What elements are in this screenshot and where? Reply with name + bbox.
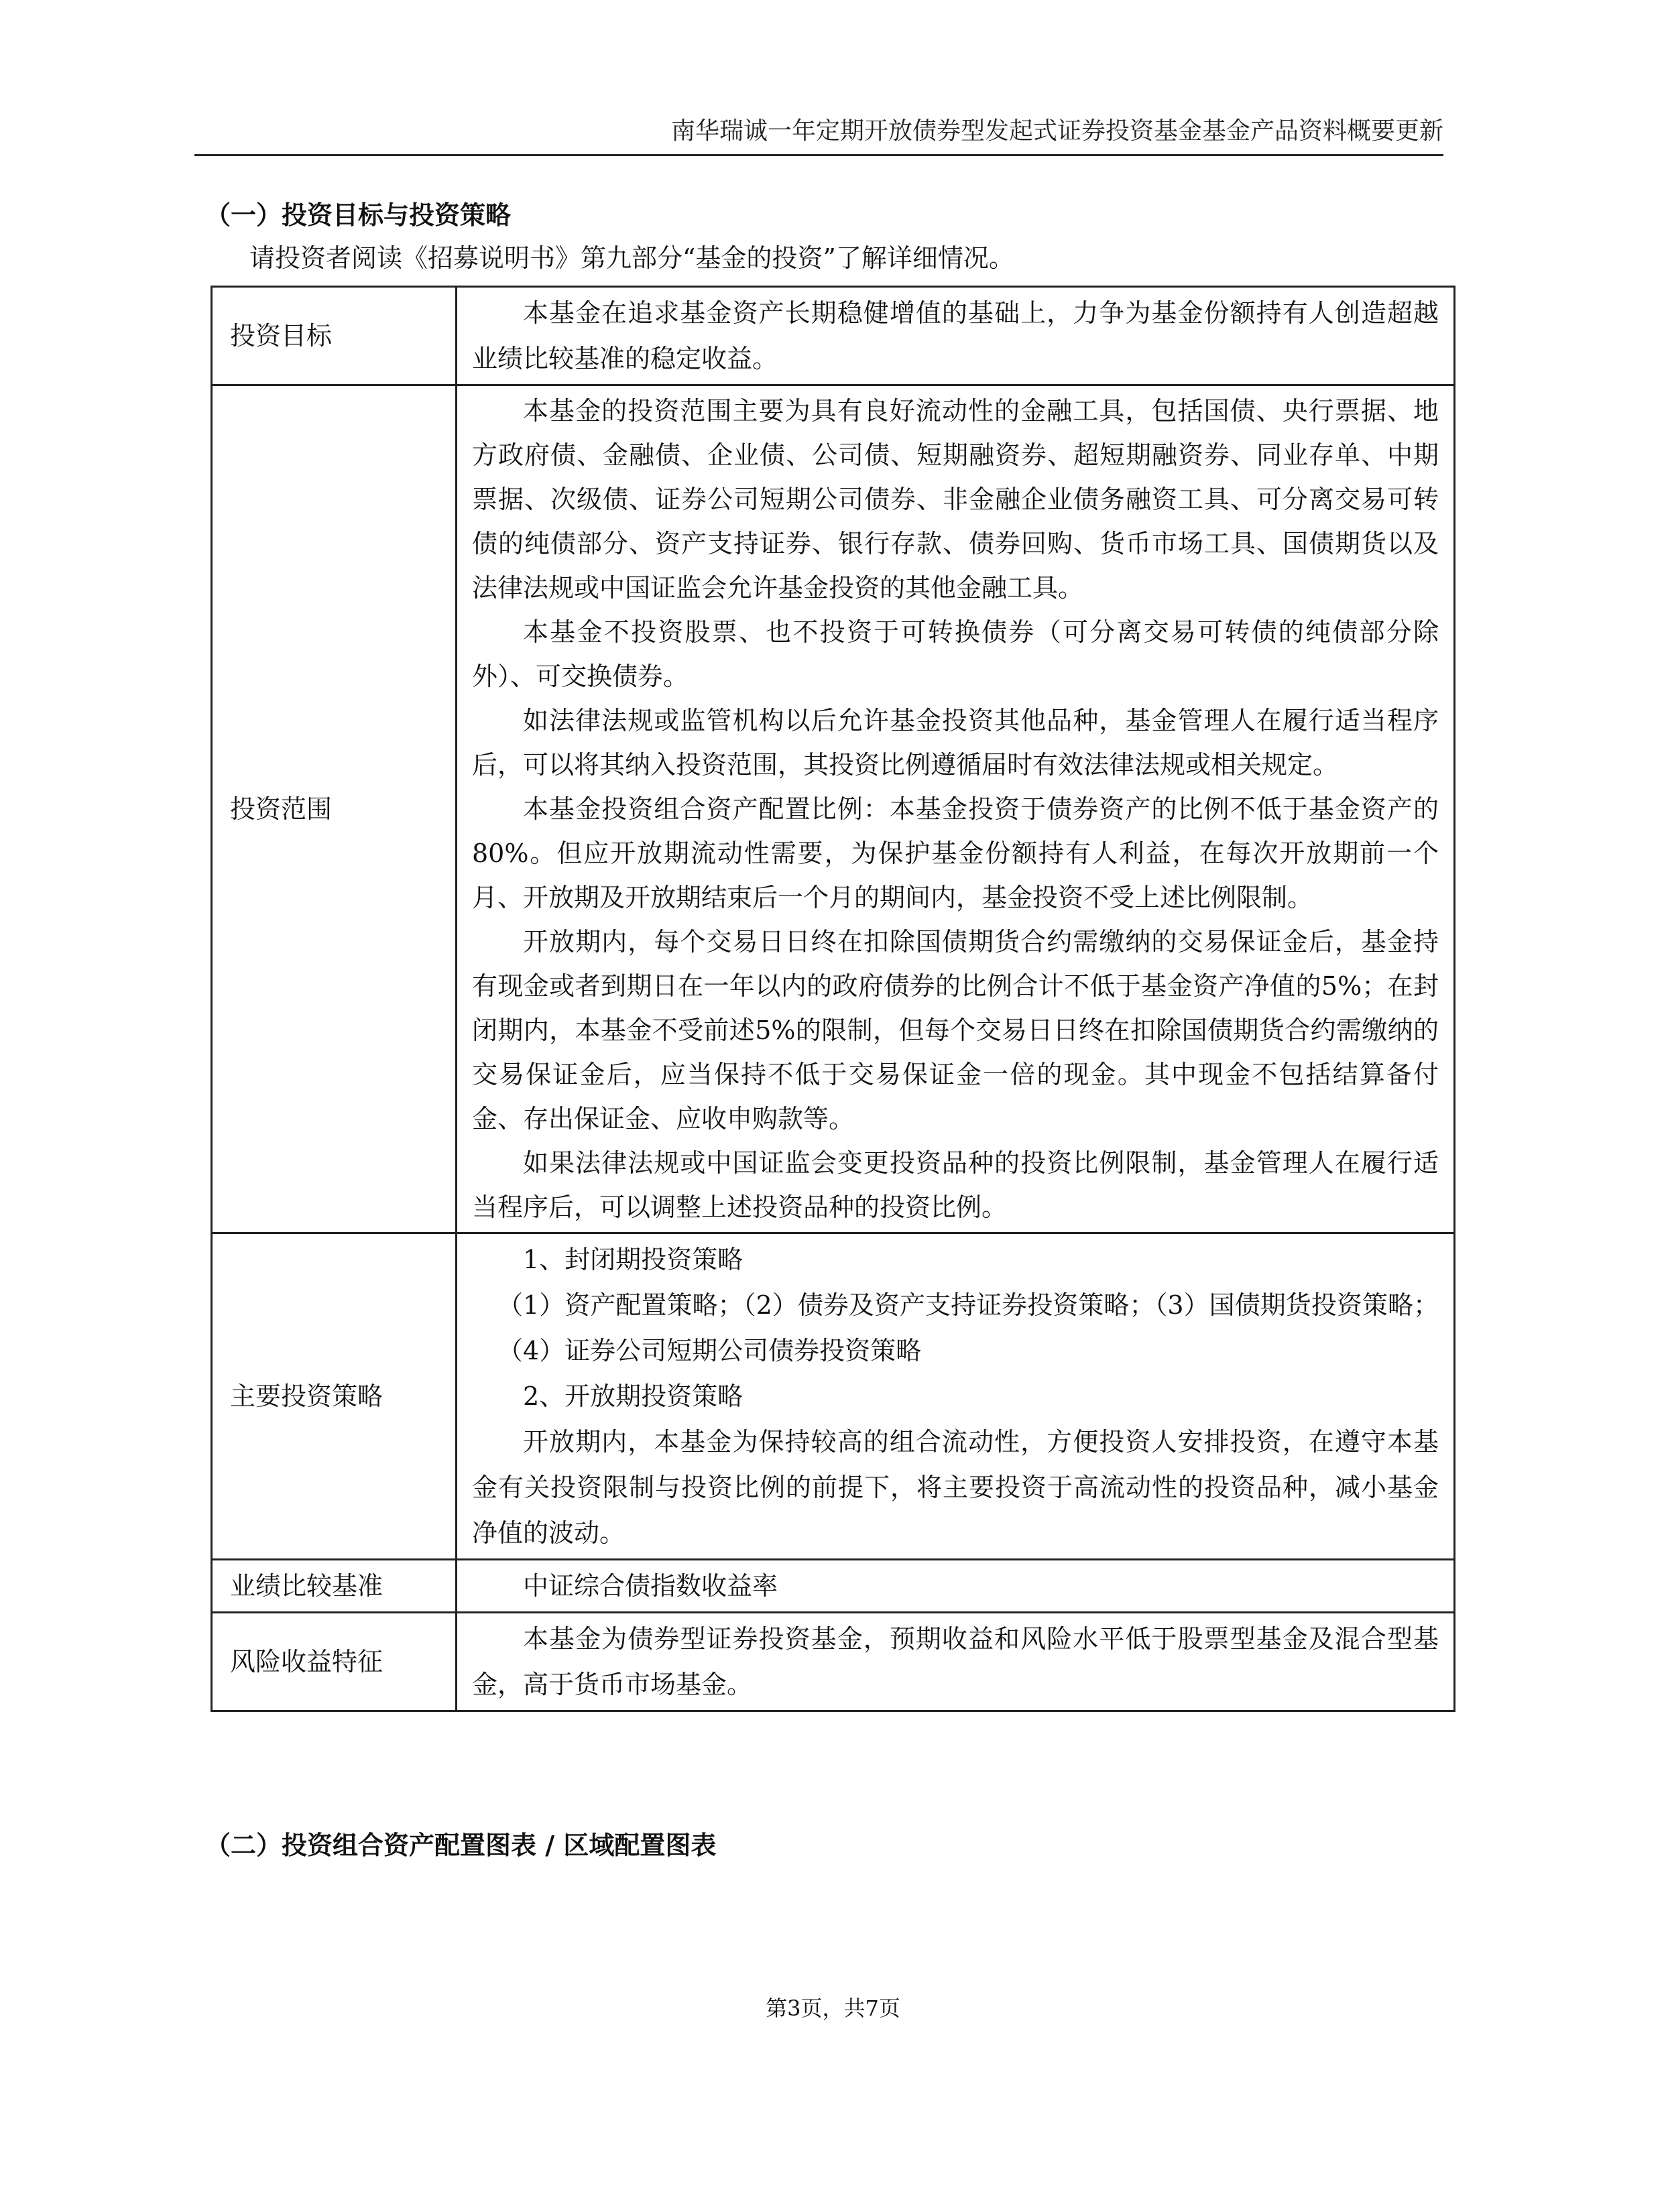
table-row	[212, 385, 1455, 1233]
row-label-investment-objective: 投资目标	[212, 287, 457, 385]
header-divider	[194, 154, 1443, 156]
paragraph: 如果法律法规或中国证监会变更投资品种的投资比例限制，基金管理人在履行适当程序后，可以调整上述投资品种的投资比例。	[472, 1148, 1439, 1222]
document-header: 南华瑞诚一年定期开放债券型发起式证券投资基金基金产品资料概要更新	[670, 117, 1443, 145]
row-content-investment-scope	[457, 385, 1455, 1233]
paragraph: 开放期内，每个交易日日终在扣除国债期货合约需缴纳的交易保证金后，基金持有现金或者到期日在一年以内的政府债券的比例合计不低于基金资产净值的5%；在封闭期内，本基金不受前述5%的限制，但每个交易日日终在扣除国债期货合约需缴纳的交易保证金后，应当保持不低于交易保证金一倍的现金。其中现金不包括结算备付金、存出保证金、应收申购款等。	[472, 927, 1439, 1133]
fund-info-table	[211, 286, 1455, 1712]
paragraph: 本基金在追求基金资产长期稳健增值的基础上，力争为基金份额持有人创造超越业绩比较基准的稳定收益。	[472, 298, 1439, 373]
section-title-asset-allocation-chart: （二）投资组合资产配置图表 / 区域配置图表	[205, 1830, 717, 1860]
row-content-main-strategy	[457, 1233, 1455, 1560]
row-content-risk-return	[457, 1613, 1455, 1711]
table-row	[212, 1613, 1455, 1711]
paragraph: 如法律法规或监管机构以后允许基金投资其他品种，基金管理人在履行适当程序后，可以将其纳入投资范围，其投资比例遵循届时有效法律法规或相关规定。	[472, 706, 1439, 780]
row-label-investment-scope: 投资范围	[212, 385, 457, 1233]
strategy-heading-open-period: 2、开放期投资策略	[523, 1381, 743, 1411]
paragraph: 本基金投资组合资产配置比例：本基金投资于债券资产的比例不低于基金资产的80%。但应开放期流动性需要，为保护基金份额持有人利益，在每次开放期前一个月、开放期及开放期结束后一个月的期间内，基金投资不受上述比例限制。	[472, 794, 1439, 912]
strategy-heading-closed-period: 1、封闭期投资策略	[523, 1245, 743, 1274]
page-number: 第3页，共7页	[766, 1995, 900, 2021]
section-title-investment-objective: （一）投资目标与投资策略	[205, 200, 512, 230]
row-label-risk-return: 风险收益特征	[212, 1613, 457, 1711]
row-label-main-strategy: 主要投资策略	[212, 1233, 457, 1560]
paragraph: 本基金的投资范围主要为具有良好流动性的金融工具，包括国债、央行票据、地方政府债、金融债、企业债、公司债、短期融资券、超短期融资券、同业存单、中期票据、次级债、证券公司短期公司债券、非金融企业债务融资工具、可分离交易可转债的纯债部分、资产支持证券、银行存款、债券回购、货币市场工具、国债期货以及法律法规或中国证监会允许基金投资的其他金融工具。	[472, 396, 1439, 603]
row-content-investment-objective	[457, 287, 1455, 385]
row-content-benchmark	[457, 1560, 1455, 1613]
paragraph: 开放期内，本基金为保持较高的组合流动性，方便投资人安排投资，在遵守本基金有关投资限制与投资比例的前提下，将主要投资于高流动性的投资品种，减小基金净值的波动。	[472, 1427, 1439, 1548]
paragraph: 本基金为债券型证券投资基金，预期收益和风险水平低于股票型基金及混合型基金，高于货币市场基金。	[472, 1624, 1439, 1699]
paragraph: 本基金不投资股票、也不投资于可转换债券（可分离交易可转债的纯债部分除外）、可交换债券。	[472, 617, 1439, 691]
strategy-list-closed-period: （1）资产配置策略；（2）债券及资产支持证券投资策略；（3）国债期货投资策略；（4）证券公司短期公司债券投资策略	[497, 1290, 1439, 1365]
paragraph: 中证综合债指数收益率	[523, 1571, 778, 1601]
table-row	[212, 287, 1455, 385]
section-intro: 请投资者阅读《招募说明书》第九部分“基金的投资”了解详细情况。	[249, 243, 1014, 273]
table-row	[212, 1560, 1455, 1613]
row-label-benchmark: 业绩比较基准	[212, 1560, 457, 1613]
table-row	[212, 1233, 1455, 1560]
